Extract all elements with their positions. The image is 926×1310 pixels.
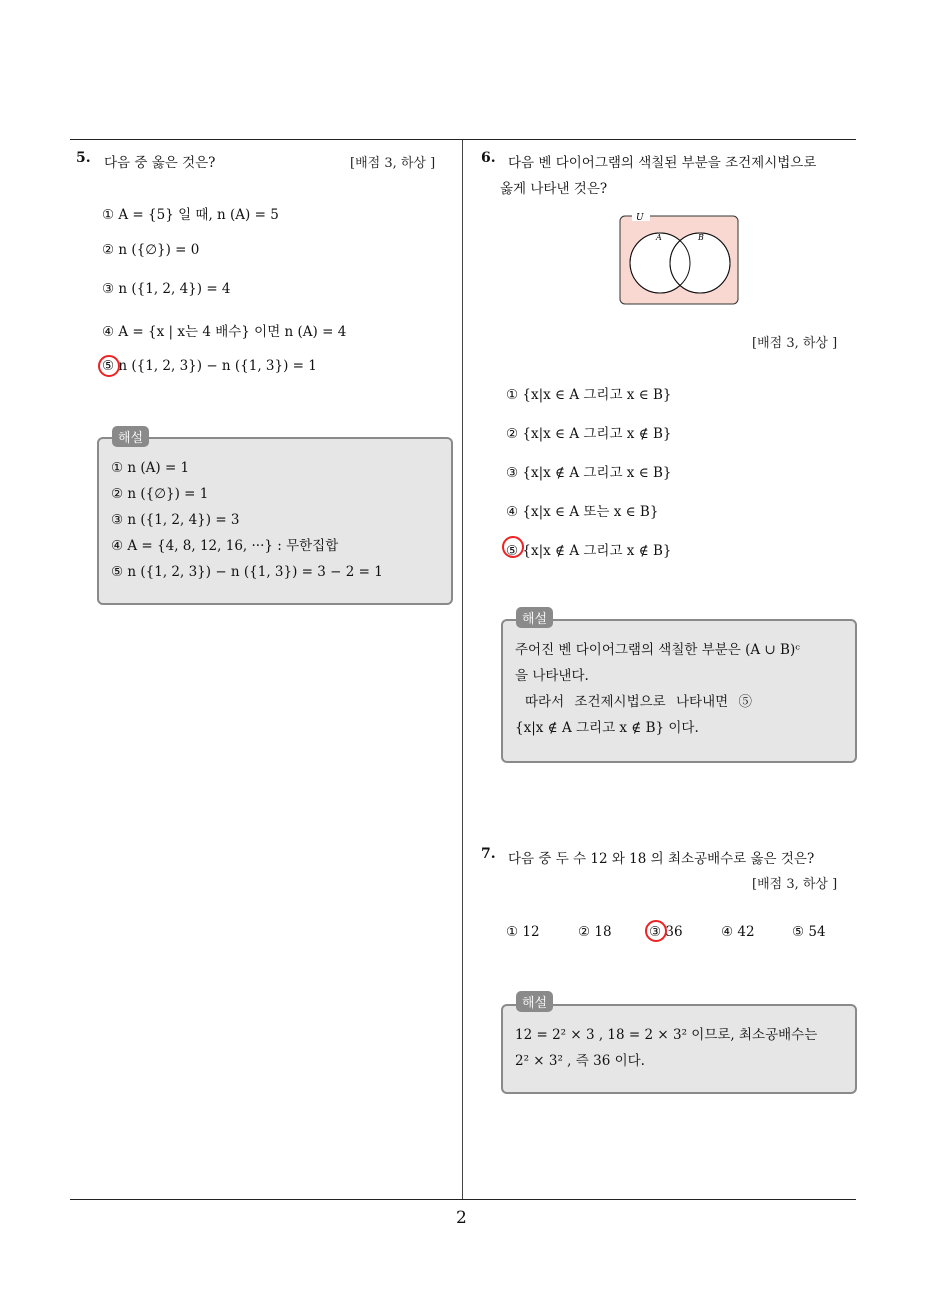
q6-option-2[interactable]: ② {x|x ∈ A 그리고 x ∉ B} (506, 426, 672, 442)
q6-explanation-label: 해설 (516, 607, 553, 628)
q6-option-4[interactable]: ④ {x|x ∈ A 또는 x ∈ B} (506, 504, 659, 520)
q5-explanation-line: ② n ({∅}) = 1 (111, 486, 209, 502)
q7-option-4[interactable]: ④ 42 (721, 924, 755, 940)
q7-option-3[interactable]: ③ 36 (649, 924, 683, 940)
q5-option-2[interactable]: ② n ({∅}) = 0 (102, 242, 200, 258)
page-number: 2 (456, 1208, 467, 1228)
bottom-rule (70, 1199, 856, 1200)
q6-option-3[interactable]: ③ {x|x ∉ A 그리고 x ∈ B} (506, 465, 672, 481)
q7-text: 다음 중 두 수 12 와 18 의 최소공배수로 옳은 것은? (508, 851, 815, 867)
q6-option-1[interactable]: ① {x|x ∈ A 그리고 x ∈ B} (506, 387, 672, 403)
q7-number: 7. (481, 846, 496, 862)
q6-explanation-line: {x|x ∉ A 그리고 x ∉ B} 이다. (515, 720, 699, 736)
q6-explanation-line: 을 나타낸다. (515, 668, 589, 684)
q6-option-5[interactable]: ⑤ {x|x ∉ A 그리고 x ∉ B} (506, 543, 672, 559)
q5-answer-mark (98, 355, 120, 377)
q5-option-3[interactable]: ③ n ({1, 2, 4}) = 4 (102, 281, 231, 297)
venn-diagram (618, 208, 742, 308)
q7-answer-mark (645, 920, 667, 942)
q5-option-1[interactable]: ① A = {5} 일 때, n (A) = 5 (102, 207, 279, 223)
q6-explanation-line: 주어진 벤 다이어그램의 색칠한 부분은 (A ∪ B)ᶜ (515, 642, 800, 658)
q7-meta: [배점 3, 하상 ] (752, 877, 838, 892)
q5-explanation-line: ① n (A) = 1 (111, 460, 190, 476)
q5-option-4[interactable]: ④ A = {x | x는 4 배수} 이면 n (A) = 4 (102, 324, 347, 340)
q6-answer-mark (502, 536, 524, 558)
q5-explanation-box (97, 437, 453, 605)
venn-label-b: B (698, 233, 704, 242)
q5-explanation-line: ⑤ n ({1, 2, 3}) − n ({1, 3}) = 3 − 2 = 1 (111, 564, 383, 580)
top-rule (70, 139, 856, 140)
q7-option-5[interactable]: ⑤ 54 (792, 924, 826, 940)
q5-explanation-line: ④ A = {4, 8, 12, 16, ···} : 무한집합 (111, 538, 339, 554)
venn-label-a: A (656, 233, 662, 242)
q5-explanation-label: 해설 (112, 426, 149, 447)
q5-meta: [배점 3, 하상 ] (350, 156, 436, 171)
q7-explanation-box (501, 1004, 857, 1094)
q5-text: 다음 중 옳은 것은? (104, 155, 216, 171)
q6-explanation-line: 따라서 조건제시법으로 나타내면 ⑤ (525, 694, 752, 710)
q6-text-line1: 다음 벤 다이어그램의 색칠된 부분을 조건제시법으로 (508, 155, 817, 171)
q7-option-1[interactable]: ① 12 (506, 924, 540, 940)
q7-option-2[interactable]: ② 18 (578, 924, 612, 940)
q6-explanation-box (501, 619, 857, 763)
q7-explanation-label: 해설 (516, 991, 553, 1012)
column-divider (462, 140, 463, 1200)
q5-explanation-line: ③ n ({1, 2, 4}) = 3 (111, 512, 240, 528)
q5-option-5[interactable]: ⑤ n ({1, 2, 3}) − n ({1, 3}) = 1 (102, 358, 317, 374)
q5-number: 5. (76, 150, 91, 166)
q6-number: 6. (481, 150, 496, 166)
q7-explanation-line: 12 = 2² × 3 , 18 = 2 × 3² 이므로, 최소공배수는 (515, 1027, 818, 1043)
q6-text-line2: 옳게 나타낸 것은? (500, 181, 608, 197)
q7-explanation-line: 2² × 3² , 즉 36 이다. (515, 1053, 645, 1069)
q6-meta: [배점 3, 하상 ] (752, 336, 838, 351)
venn-label-u: U (636, 213, 644, 223)
